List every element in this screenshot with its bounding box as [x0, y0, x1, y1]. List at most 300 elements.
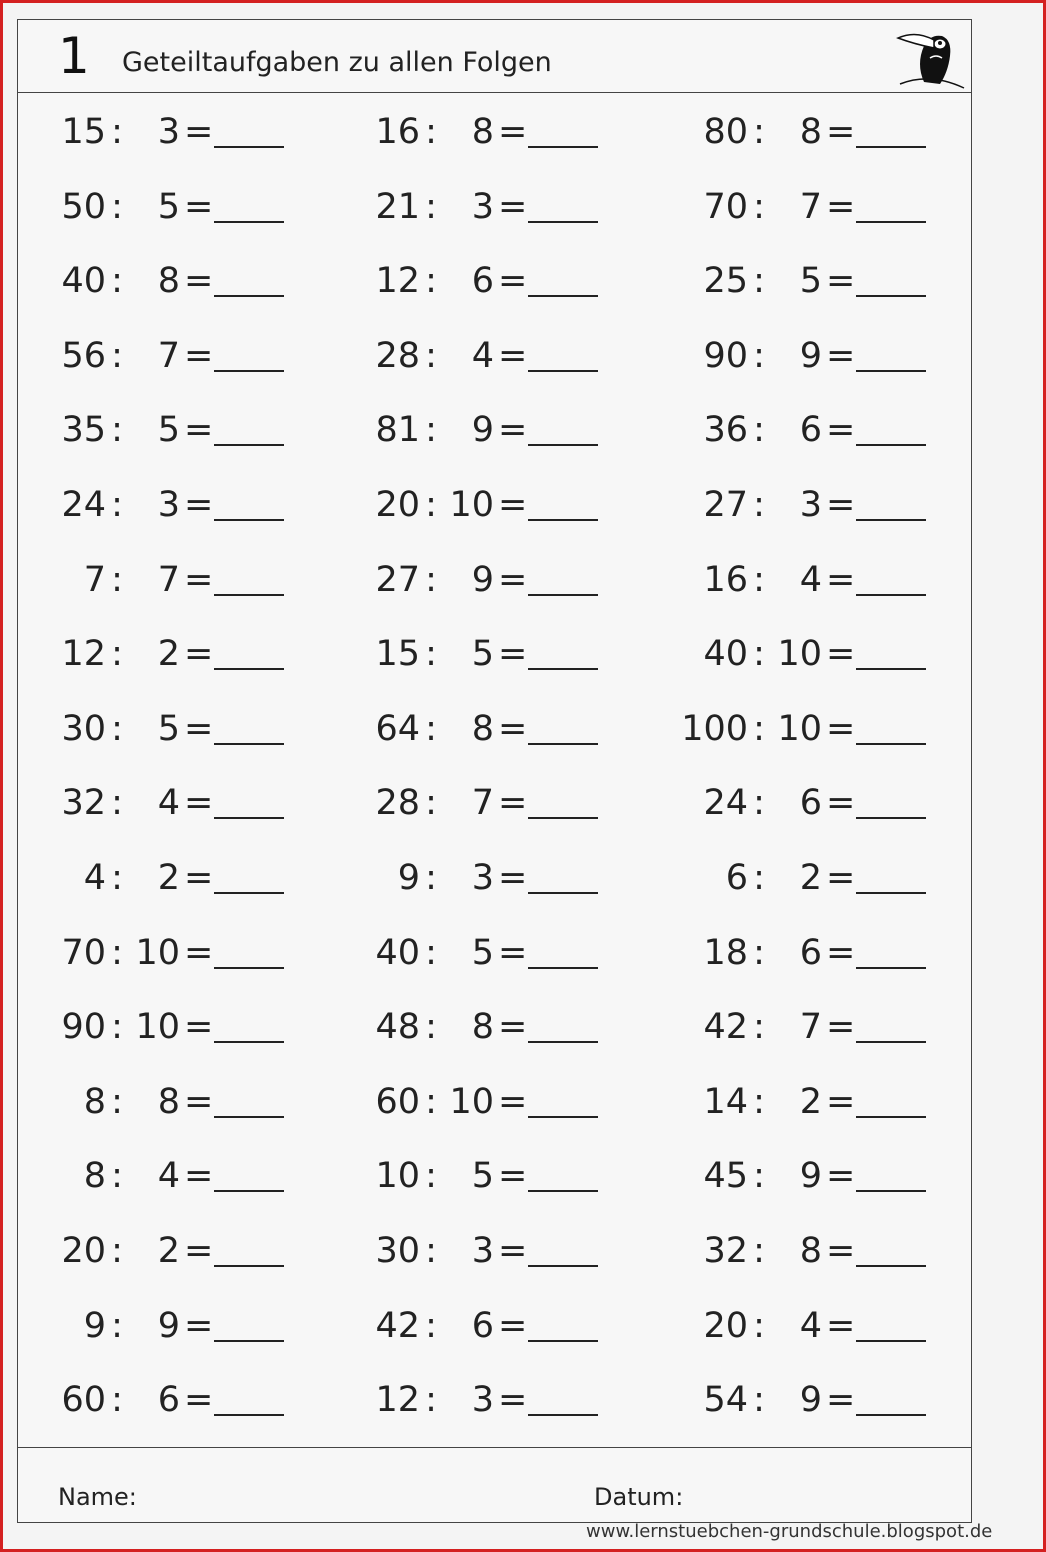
division-sign: :: [425, 783, 437, 824]
division-task: [350, 183, 610, 231]
date-label: Datum:: [594, 1483, 684, 1511]
divisor: 8: [799, 1231, 822, 1271]
dividend: 14: [703, 1081, 748, 1122]
division-task: [350, 779, 610, 827]
division-task: [36, 630, 296, 678]
dividend: 10: [375, 1156, 420, 1197]
divisor: 2: [799, 858, 822, 898]
division-task: [678, 183, 938, 231]
answer-blank[interactable]: [528, 743, 598, 745]
equals-sign: =: [184, 1156, 214, 1197]
divisor: 4: [471, 335, 494, 376]
equals-sign: =: [184, 410, 214, 451]
equals-sign: =: [498, 783, 528, 824]
answer-blank[interactable]: [856, 1041, 926, 1043]
divisor: 7: [471, 783, 494, 824]
division-sign: :: [425, 1007, 437, 1048]
division-sign: :: [425, 410, 437, 451]
division-sign: :: [111, 858, 123, 898]
equals-sign: =: [184, 1007, 214, 1048]
equals-sign: =: [826, 783, 856, 824]
equals-sign: =: [498, 1305, 528, 1346]
dividend: 4: [83, 858, 106, 898]
answer-blank[interactable]: [528, 370, 598, 372]
division-task: [36, 1003, 296, 1051]
divisor: 3: [799, 485, 822, 525]
divisor: 10: [135, 932, 180, 973]
division-task: [36, 779, 296, 827]
division-task: [678, 1227, 938, 1275]
divisor: 2: [157, 634, 180, 675]
dividend: 80: [703, 112, 748, 152]
division-sign: :: [753, 932, 765, 973]
dividend: 50: [61, 186, 106, 227]
division-sign: :: [111, 708, 123, 749]
division-sign: :: [753, 858, 765, 898]
division-task: [36, 332, 296, 380]
answer-blank[interactable]: [214, 295, 284, 297]
dividend: 56: [61, 335, 106, 376]
division-task: [678, 1003, 938, 1051]
division-task: [678, 929, 938, 977]
division-sign: :: [425, 559, 437, 600]
division-task: [36, 1152, 296, 1200]
equals-sign: =: [826, 1007, 856, 1048]
equals-sign: =: [184, 112, 214, 152]
division-task: [36, 929, 296, 977]
answer-blank[interactable]: [214, 1414, 284, 1416]
division-task: [678, 108, 938, 156]
answer-blank[interactable]: [214, 519, 284, 521]
divisor: 6: [799, 410, 822, 451]
divisor: 9: [799, 1380, 822, 1421]
dividend: 30: [61, 708, 106, 749]
equals-sign: =: [826, 410, 856, 451]
division-sign: :: [753, 559, 765, 600]
dividend: 45: [703, 1156, 748, 1197]
divisor: 10: [135, 1007, 180, 1048]
dividend: 12: [61, 634, 106, 675]
dividend: 30: [375, 1231, 420, 1271]
division-task: [350, 406, 610, 454]
dividend: 6: [725, 858, 748, 898]
sheet-number: 1: [58, 27, 90, 85]
division-sign: :: [425, 858, 437, 898]
division-sign: :: [753, 1156, 765, 1197]
answer-blank[interactable]: [214, 967, 284, 969]
division-sign: :: [425, 1305, 437, 1346]
dividend: 15: [61, 112, 106, 152]
answer-blank[interactable]: [528, 146, 598, 148]
equals-sign: =: [826, 112, 856, 152]
answer-blank[interactable]: [528, 1190, 598, 1192]
equals-sign: =: [498, 1231, 528, 1271]
division-task: [36, 108, 296, 156]
division-sign: :: [425, 1156, 437, 1197]
divisor: 10: [777, 708, 822, 749]
answer-blank[interactable]: [856, 967, 926, 969]
division-sign: :: [111, 1007, 123, 1048]
equals-sign: =: [826, 634, 856, 675]
division-task: [36, 556, 296, 604]
answer-blank[interactable]: [856, 146, 926, 148]
division-task: [678, 406, 938, 454]
division-task: [678, 1302, 938, 1350]
division-sign: :: [753, 1380, 765, 1421]
equals-sign: =: [184, 186, 214, 227]
divisor: 4: [157, 783, 180, 824]
equals-sign: =: [184, 1305, 214, 1346]
division-task: [350, 1376, 610, 1424]
equals-sign: =: [826, 335, 856, 376]
answer-blank[interactable]: [528, 1265, 598, 1267]
equals-sign: =: [826, 858, 856, 898]
divisor: 4: [799, 1305, 822, 1346]
division-sign: :: [753, 1081, 765, 1122]
divisor: 3: [471, 858, 494, 898]
division-sign: :: [111, 1231, 123, 1271]
divisor: 2: [157, 1231, 180, 1271]
answer-blank[interactable]: [214, 221, 284, 223]
divisor: 9: [799, 335, 822, 376]
divisor: 8: [799, 112, 822, 152]
division-task: [36, 183, 296, 231]
dividend: 42: [375, 1305, 420, 1346]
equals-sign: =: [826, 708, 856, 749]
equals-sign: =: [498, 410, 528, 451]
divisor: 7: [157, 335, 180, 376]
division-sign: :: [111, 783, 123, 824]
dividend: 60: [375, 1081, 420, 1122]
dividend: 9: [397, 858, 420, 898]
division-sign: :: [111, 634, 123, 675]
answer-blank[interactable]: [214, 1190, 284, 1192]
answer-blank[interactable]: [856, 1190, 926, 1192]
toucan-icon: [894, 24, 966, 90]
equals-sign: =: [826, 1380, 856, 1421]
answer-blank[interactable]: [214, 817, 284, 819]
answer-blank[interactable]: [528, 967, 598, 969]
divisor: 4: [157, 1156, 180, 1197]
answer-blank[interactable]: [856, 817, 926, 819]
division-task: [36, 257, 296, 305]
division-sign: :: [753, 485, 765, 525]
division-sign: :: [425, 485, 437, 525]
division-sign: :: [753, 1231, 765, 1271]
division-sign: :: [111, 1305, 123, 1346]
equals-sign: =: [184, 1081, 214, 1122]
division-task: [678, 332, 938, 380]
dividend: 28: [375, 335, 420, 376]
divisor: 6: [471, 1305, 494, 1346]
division-sign: :: [111, 559, 123, 600]
divisor: 3: [471, 1380, 494, 1421]
division-task: [678, 257, 938, 305]
division-sign: :: [425, 1081, 437, 1122]
divisor: 6: [471, 261, 494, 302]
equals-sign: =: [826, 261, 856, 302]
division-task: [350, 556, 610, 604]
dividend: 54: [703, 1380, 748, 1421]
equals-sign: =: [498, 1081, 528, 1122]
divisor: 9: [157, 1305, 180, 1346]
division-task: [678, 1376, 938, 1424]
division-sign: :: [753, 708, 765, 749]
division-sign: :: [111, 1380, 123, 1421]
division-task: [36, 406, 296, 454]
dividend: 36: [703, 410, 748, 451]
division-sign: :: [425, 186, 437, 227]
division-task: [350, 108, 610, 156]
answer-blank[interactable]: [856, 892, 926, 894]
answer-blank[interactable]: [214, 146, 284, 148]
equals-sign: =: [826, 1156, 856, 1197]
division-sign: :: [753, 410, 765, 451]
division-sign: :: [753, 186, 765, 227]
division-sign: :: [425, 112, 437, 152]
dividend: 24: [703, 783, 748, 824]
division-sign: :: [425, 708, 437, 749]
dividend: 81: [375, 410, 420, 451]
answer-blank[interactable]: [856, 370, 926, 372]
division-sign: :: [753, 1305, 765, 1346]
division-sign: :: [111, 186, 123, 227]
divisor: 5: [157, 186, 180, 227]
division-task: [350, 1078, 610, 1126]
answer-blank[interactable]: [528, 1041, 598, 1043]
equals-sign: =: [184, 1380, 214, 1421]
equals-sign: =: [498, 112, 528, 152]
answer-blank[interactable]: [856, 519, 926, 521]
divisor: 5: [471, 1156, 494, 1197]
equals-sign: =: [826, 1305, 856, 1346]
answer-blank[interactable]: [214, 1041, 284, 1043]
division-sign: :: [425, 1231, 437, 1271]
dividend: 27: [703, 485, 748, 525]
division-sign: :: [111, 335, 123, 376]
division-task: [350, 1003, 610, 1051]
equals-sign: =: [826, 485, 856, 525]
equals-sign: =: [498, 186, 528, 227]
dividend: 25: [703, 261, 748, 302]
equals-sign: =: [498, 485, 528, 525]
division-task: [678, 854, 938, 902]
divisor: 3: [157, 112, 180, 152]
division-sign: :: [753, 112, 765, 152]
dividend: 70: [703, 186, 748, 227]
division-sign: :: [753, 783, 765, 824]
answer-blank[interactable]: [214, 743, 284, 745]
dividend: 90: [61, 1007, 106, 1048]
equals-sign: =: [184, 261, 214, 302]
equals-sign: =: [498, 634, 528, 675]
dividend: 32: [61, 783, 106, 824]
dividend: 16: [375, 112, 420, 152]
division-task: [678, 1152, 938, 1200]
division-sign: :: [425, 335, 437, 376]
division-task: [678, 705, 938, 753]
answer-blank[interactable]: [856, 1265, 926, 1267]
division-task: [350, 1152, 610, 1200]
divisor: 9: [471, 410, 494, 451]
divisor: 3: [471, 186, 494, 227]
answer-blank[interactable]: [214, 1116, 284, 1118]
equals-sign: =: [184, 858, 214, 898]
divisor: 10: [449, 485, 494, 525]
divisor: 4: [799, 559, 822, 600]
division-sign: :: [111, 261, 123, 302]
equals-sign: =: [498, 932, 528, 973]
equals-sign: =: [184, 634, 214, 675]
dividend: 15: [375, 634, 420, 675]
answer-blank[interactable]: [528, 892, 598, 894]
divisor: 5: [157, 708, 180, 749]
dividend: 42: [703, 1007, 748, 1048]
answer-blank[interactable]: [214, 1340, 284, 1342]
division-task: [36, 1302, 296, 1350]
answer-blank[interactable]: [214, 444, 284, 446]
division-task: [350, 705, 610, 753]
divisor: 2: [799, 1081, 822, 1122]
name-label: Name:: [58, 1483, 137, 1511]
answer-blank[interactable]: [214, 594, 284, 596]
dividend: 20: [375, 485, 420, 525]
division-sign: :: [753, 261, 765, 302]
answer-blank[interactable]: [528, 295, 598, 297]
equals-sign: =: [498, 1156, 528, 1197]
answer-blank[interactable]: [856, 444, 926, 446]
divisor: 8: [157, 261, 180, 302]
division-sign: :: [425, 634, 437, 675]
dividend: 9: [83, 1305, 106, 1346]
division-task: [36, 1078, 296, 1126]
answer-blank[interactable]: [856, 1414, 926, 1416]
division-sign: :: [111, 410, 123, 451]
equals-sign: =: [184, 485, 214, 525]
division-sign: :: [111, 112, 123, 152]
equals-sign: =: [826, 559, 856, 600]
dividend: 21: [375, 186, 420, 227]
division-task: [36, 1376, 296, 1424]
division-task: [36, 1227, 296, 1275]
answer-blank[interactable]: [528, 668, 598, 670]
answer-blank[interactable]: [528, 817, 598, 819]
divisor: 6: [799, 932, 822, 973]
answer-blank[interactable]: [528, 444, 598, 446]
divisor: 5: [157, 410, 180, 451]
division-task: [36, 854, 296, 902]
dividend: 20: [61, 1231, 106, 1271]
division-task: [350, 929, 610, 977]
division-sign: :: [111, 1081, 123, 1122]
answer-blank[interactable]: [856, 295, 926, 297]
division-sign: :: [111, 485, 123, 525]
answer-blank[interactable]: [214, 1265, 284, 1267]
equals-sign: =: [498, 858, 528, 898]
divisor: 10: [449, 1081, 494, 1122]
divisor: 8: [471, 112, 494, 152]
division-task: [350, 332, 610, 380]
division-sign: :: [753, 335, 765, 376]
dividend: 60: [61, 1380, 106, 1421]
answer-blank[interactable]: [214, 370, 284, 372]
division-task: [36, 481, 296, 529]
divisor: 6: [799, 783, 822, 824]
dividend: 48: [375, 1007, 420, 1048]
divisor: 10: [777, 634, 822, 675]
answer-blank[interactable]: [528, 1414, 598, 1416]
dividend: 27: [375, 559, 420, 600]
worksheet-footer: [18, 1447, 971, 1523]
division-task: [678, 1078, 938, 1126]
equals-sign: =: [184, 932, 214, 973]
equals-sign: =: [184, 335, 214, 376]
answer-blank[interactable]: [214, 892, 284, 894]
dividend: 18: [703, 932, 748, 973]
dividend: 12: [375, 1380, 420, 1421]
division-task: [350, 481, 610, 529]
answer-blank[interactable]: [856, 221, 926, 223]
division-sign: :: [753, 634, 765, 675]
dividend: 7: [83, 559, 106, 600]
answer-blank[interactable]: [528, 519, 598, 521]
answer-blank[interactable]: [528, 1340, 598, 1342]
divisor: 7: [157, 559, 180, 600]
website-url: www.lernstuebchen-grundschule.blogspot.de: [586, 1521, 993, 1542]
divisor: 3: [157, 485, 180, 525]
answer-blank[interactable]: [528, 221, 598, 223]
equals-sign: =: [826, 1081, 856, 1122]
answer-blank[interactable]: [856, 1116, 926, 1118]
divisor: 7: [799, 186, 822, 227]
divisor: 7: [799, 1007, 822, 1048]
divisor: 5: [471, 634, 494, 675]
equals-sign: =: [498, 1007, 528, 1048]
dividend: 8: [83, 1081, 106, 1122]
dividend: 28: [375, 783, 420, 824]
answer-blank[interactable]: [856, 1340, 926, 1342]
dividend: 40: [61, 261, 106, 302]
division-sign: :: [425, 1380, 437, 1421]
answer-blank[interactable]: [214, 668, 284, 670]
answer-blank[interactable]: [856, 668, 926, 670]
divisor: 5: [799, 261, 822, 302]
division-sign: :: [111, 1156, 123, 1197]
answer-blank[interactable]: [528, 594, 598, 596]
equals-sign: =: [826, 932, 856, 973]
divisor: 9: [471, 559, 494, 600]
equals-sign: =: [184, 708, 214, 749]
dividend: 20: [703, 1305, 748, 1346]
dividend: 40: [703, 634, 748, 675]
dividend: 24: [61, 485, 106, 525]
answer-blank[interactable]: [856, 743, 926, 745]
equals-sign: =: [498, 559, 528, 600]
divisor: 8: [471, 708, 494, 749]
answer-blank[interactable]: [528, 1116, 598, 1118]
dividend: 64: [375, 708, 420, 749]
divisor: 6: [157, 1380, 180, 1421]
worksheet-header: [18, 20, 971, 93]
division-sign: :: [425, 261, 437, 302]
equals-sign: =: [184, 559, 214, 600]
divisor: 3: [471, 1231, 494, 1271]
worksheet: [17, 19, 972, 1523]
answer-blank[interactable]: [856, 594, 926, 596]
division-task: [678, 779, 938, 827]
equals-sign: =: [826, 1231, 856, 1271]
equals-sign: =: [184, 783, 214, 824]
